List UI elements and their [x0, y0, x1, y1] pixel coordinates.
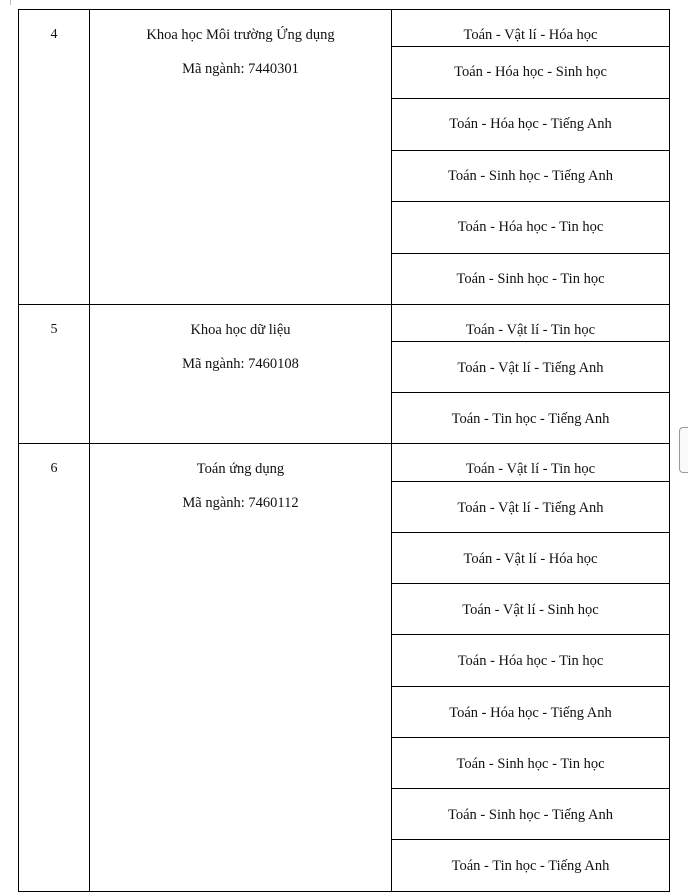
major-cell: [90, 10, 392, 305]
row-number-cell: [19, 444, 90, 892]
major-cell: [90, 305, 392, 444]
major-name: Toán ứng dụng: [196, 461, 285, 477]
subject-combination: Toán - Tin học - Tiếng Anh: [451, 411, 610, 427]
table-row: [19, 305, 670, 444]
table-row: [19, 10, 670, 305]
subject-combinations-cell: [392, 444, 670, 892]
row-number-cell: [19, 305, 90, 444]
major-code: Mã ngành: 7460112: [182, 495, 299, 511]
row-number: 5: [50, 322, 58, 337]
subject-combination: Toán - Hóa học - Tin học: [392, 635, 669, 687]
major-name: Khoa học dữ liệu: [190, 322, 291, 338]
admission-majors-table: [18, 9, 670, 892]
subject-combination: Toán - Sinh học - Tiếng Anh: [392, 789, 669, 840]
subject-combination: Toán - Vật lí - Tiếng Anh: [392, 482, 669, 533]
major-code: Mã ngành: 7440301: [182, 61, 299, 77]
row-number: 4: [50, 27, 58, 42]
subject-combination: Toán - Hóa học - Tiếng Anh: [392, 687, 669, 738]
table-row: [19, 444, 670, 892]
subject-combination: Toán - Sinh học - Tin học: [456, 271, 605, 287]
subject-combination: Toán - Vật lí - Hóa học: [392, 533, 669, 584]
subject-combination: Toán - Vật lí - Tiếng Anh: [392, 342, 669, 393]
subject-combination: Toán - Vật lí - Sinh học: [392, 584, 669, 635]
row-number: 6: [50, 461, 58, 476]
subject-combination: Toán - Vật lí - Tin học: [392, 444, 669, 482]
page-corner-mark: [0, 0, 11, 5]
subject-combination: Toán - Tin học - Tiếng Anh: [451, 858, 610, 874]
subject-combination: Toán - Hóa học - Tin học: [392, 202, 669, 254]
major-name: Khoa học Môi trường Ứng dụng: [146, 27, 335, 43]
side-panel-toggle[interactable]: [679, 427, 688, 473]
major-code: Mã ngành: 7460108: [182, 356, 299, 372]
subject-combinations-cell: [392, 305, 670, 444]
subject-combination: Toán - Sinh học - Tiếng Anh: [392, 151, 669, 202]
major-cell: [90, 444, 392, 892]
subject-combination: Toán - Sinh học - Tin học: [392, 738, 669, 789]
subject-combinations-cell: [392, 10, 670, 305]
subject-combination: Toán - Hóa học - Sinh học: [392, 47, 669, 99]
subject-combination: Toán - Hóa học - Tiếng Anh: [392, 99, 669, 151]
row-number-cell: [19, 10, 90, 305]
subject-combination: Toán - Vật lí - Hóa học: [392, 10, 669, 47]
subject-combination: Toán - Vật lí - Tin học: [392, 305, 669, 342]
